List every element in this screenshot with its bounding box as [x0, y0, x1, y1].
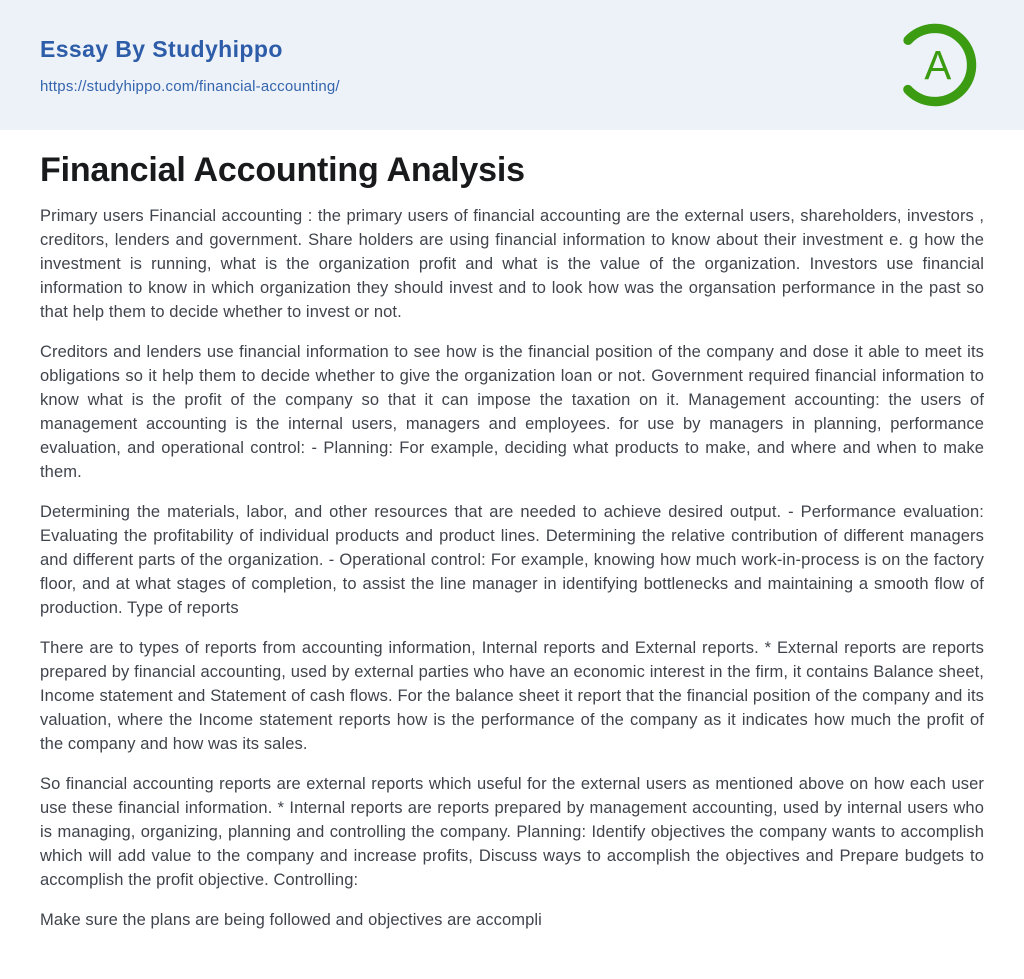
logo-letter: A	[924, 43, 952, 89]
paragraph: So financial accounting reports are external reports which useful for the external users as mentioned above on how each user use these financial information. * Internal reports are reports prepared by management accounting, used by internal users who is managing, organizing, planning and controlling the company. Planning: Identify objectives the company wants to accomplish which will add value to the company and increase profits, Discuss ways to accomplish the objectives and Prepare budgets to accomplish the profit objective. Controlling:	[40, 775, 984, 889]
paragraph: There are to types of reports from accounting information, Internal reports and External reports. * External reports are reports prepared by financial accounting, used by external parties who have an economic interest in the firm, it contains Balance sheet, Income statement and Statement of cash flows. For the balance sheet it report that the financial position of the company and its valuation, where the Income statement reports how is the performance of the company as it indicates how much the profit of the company and how was its sales.	[40, 639, 984, 753]
site-title: Essay By Studyhippo	[40, 35, 283, 62]
paragraph: Primary users Financial accounting : the primary users of financial accounting are the external users, shareholders, investors , creditors, lenders and government. Share holders are using financial information to know about their investment e. g how the investment is running, what is the organization profit and what is the value of the organization. Investors use financial information to know in which organization they should invest and to look how was the organsation performance in the past so that help them to decide whether to invest or not.	[40, 207, 984, 321]
page-header	[0, 0, 1024, 130]
page-url-link[interactable]: https://studyhippo.com/financial-accounting/	[40, 77, 340, 95]
page-title: Financial Accounting Analysis	[40, 151, 525, 189]
header-text-block	[40, 36, 340, 95]
paragraph: Make sure the plans are being followed and objectives are accompli	[40, 911, 542, 929]
studyhippo-logo-icon	[890, 20, 980, 110]
paragraph: Determining the materials, labor, and other resources that are needed to achieve desired output. - Performance evaluation: Evaluating the profitability of individual products and product lines. Determining the relative contribution of different managers and different parts of the organization. - Operational control: For example, knowing how much work-in-process is on the factory floor, and at what stages of completion, to assist the line manager in identifying bottlenecks and maintaining a smooth flow of production. Type of reports	[40, 503, 984, 617]
article	[0, 151, 1024, 978]
paragraph: Creditors and lenders use financial information to see how is the financial position of the company and dose it able to meet its obligations so it help them to decide whether to give the organization loan or not. Government required financial information to know what is the profit of the company so that it can impose the taxation on it. Management accounting: the users of management accounting is the internal users, managers and employees. for use by managers in planning, performance evaluation, and operational control: - Planning: For example, deciding what products to make, and where and when to make them.	[40, 343, 984, 481]
